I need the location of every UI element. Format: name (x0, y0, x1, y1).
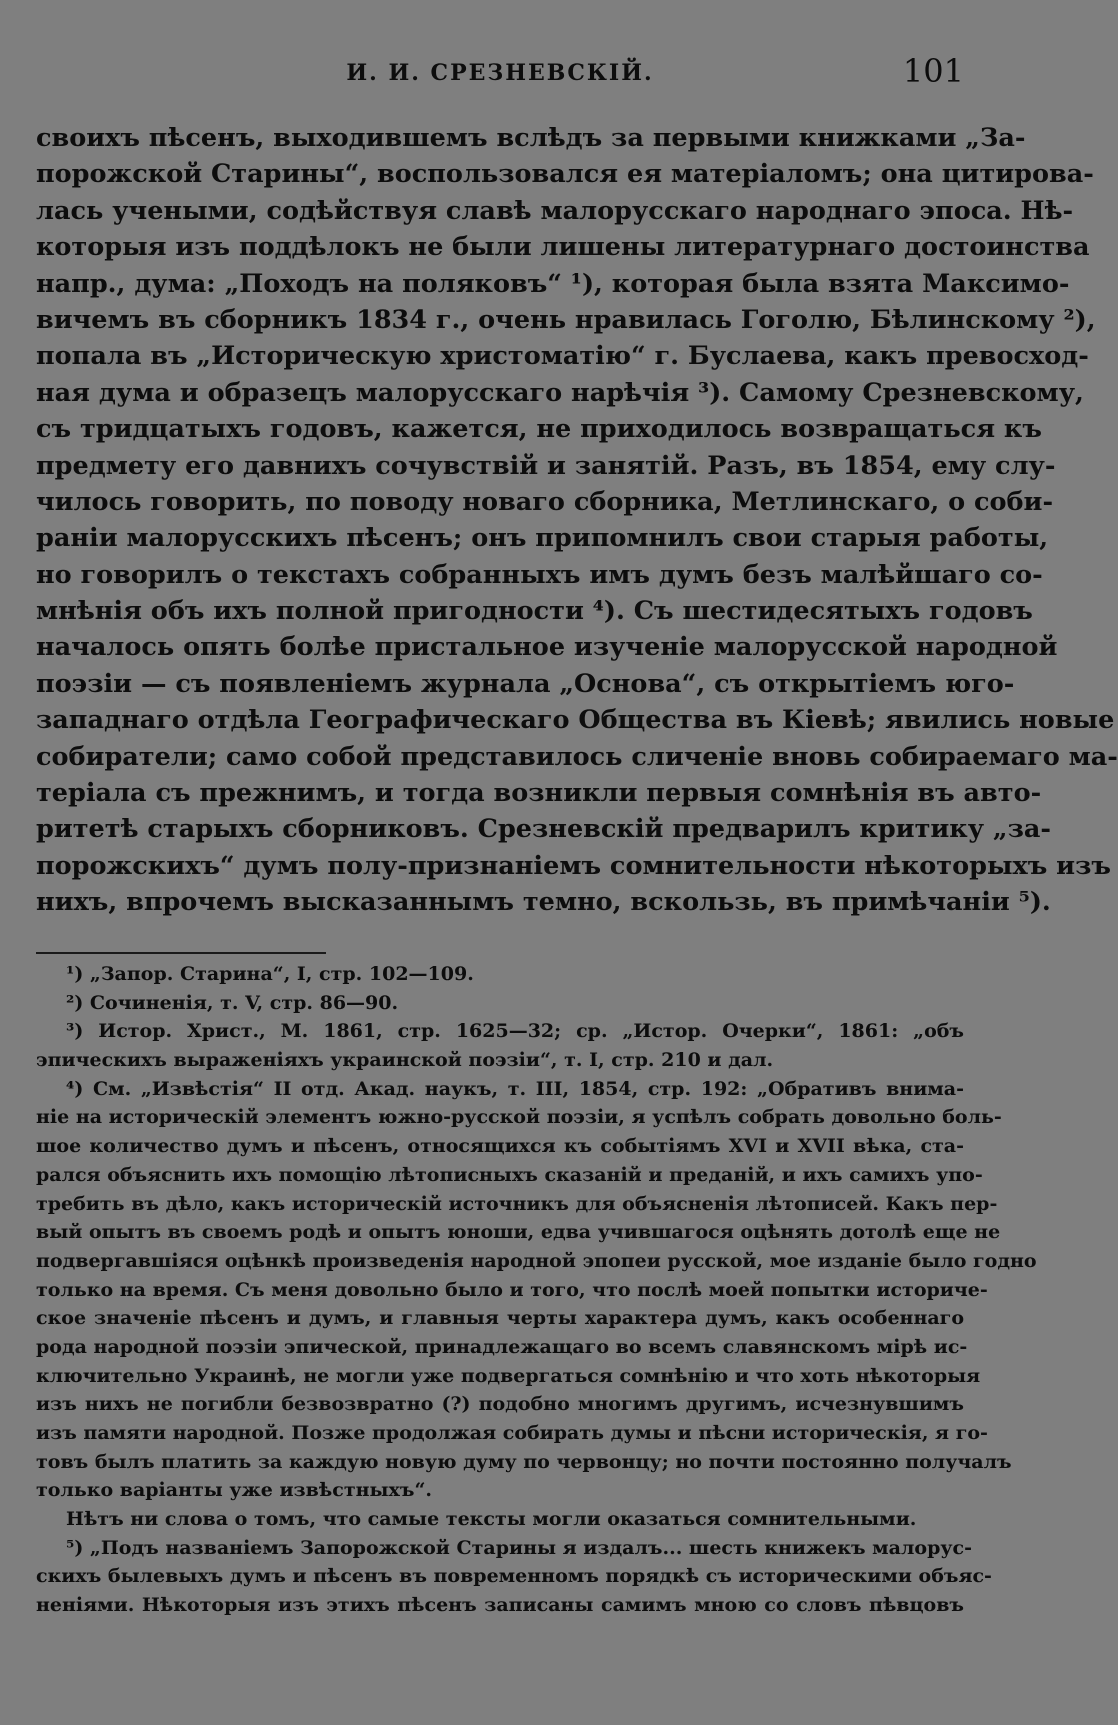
page-number: 101 (902, 52, 964, 90)
footnote-line: шое количество думъ и пѣсенъ, относящихся къ событіямъ XVI и XVII вѣка, ста- (36, 1135, 964, 1158)
footnote-line: вый опытъ въ своемъ родѣ и опытъ юноши, едва учившагося оцѣнять дотолѣ еще не (36, 1221, 1001, 1244)
text-line: ная дума и образецъ малорусскаго нарѣчія ³). Самому Срезневскому, (36, 377, 1084, 408)
footnote-line: Нѣтъ ни слова о томъ, что самые тексты могли оказаться сомнительными. (66, 1508, 917, 1531)
text-line: лась учеными, содѣйствуя славѣ малорусскаго народнаго эпоса. Нѣ- (36, 195, 1074, 226)
main-text (36, 120, 1118, 921)
text-line: вичемъ въ сборникъ 1834 г., очень нравилась Гоголю, Бѣлинскому ²), (36, 304, 1096, 335)
text-line: ритетѣ старыхъ сборниковъ. Срезневскій предварилъ критику „за- (36, 814, 1051, 845)
text-line: мнѣнія объ ихъ полной пригодности ⁴). Съ шестидесятыхъ годовъ (36, 596, 1033, 627)
text-line: съ тридцатыхъ годовъ, кажется, не приходилось возвращаться къ (36, 414, 1042, 445)
text-line: чилось говорить, по поводу новаго сборника, Метлинскаго, о соби- (36, 486, 1054, 517)
text-line: собиратели; само собой представилось сличеніе вновь собираемаго ма- (36, 741, 1118, 772)
text-line: попала въ „Историческую христоматію“ г. Буслаева, какъ превосход- (36, 341, 1089, 372)
text-line: теріала съ прежнимъ, и тогда возникли первыя сомнѣнія въ авто- (36, 778, 1042, 809)
footnote-line: рался объяснить ихъ помощію лѣтописныхъ сказаній и преданій, и ихъ самихъ упо- (36, 1163, 983, 1186)
footnote-line: изъ нихъ не погибли безвозвратно (?) подобно многимъ другимъ, исчезнувшимъ (36, 1393, 964, 1416)
footnote-line: ¹) „Запор. Старина“, I, стр. 102—109. (66, 963, 474, 985)
footnote-line: ⁵) „Подъ названіемъ Запорожской Старины я издалъ... шесть книжекъ малорус- (66, 1536, 972, 1559)
footnote-line: только варіанты уже извѣстныхъ“. (36, 1479, 432, 1502)
page-header (36, 52, 964, 92)
footnote-line: подвергавшіяся оцѣнкѣ произведенія народной эпопеи русской, мое изданіе было годно (36, 1249, 1037, 1272)
footnote-line: ключительно Украинѣ, не могли уже подвергаться сомнѣнію и что хоть нѣкоторыя (36, 1364, 981, 1387)
text-line: предмету его давнихъ сочувствій и занятій. Разъ, въ 1854, ему слу- (36, 450, 1056, 481)
footnote-line: ніе на историческій элементъ южно-русской поэзіи, я успѣлъ собрать довольно боль- (36, 1106, 1002, 1129)
footnote-line: эпическихъ выраженіяхъ украинской поэзіи“, т. I, стр. 210 и дал. (36, 1049, 774, 1072)
text-line: порожской Старины“, воспользовался ея матеріаломъ; она цитирова- (36, 159, 1094, 190)
footnote-line: ⁴) См. „Извѣстія“ II отд. Акад. наукъ, т. III, 1854, стр. 192: „Обративъ внима- (66, 1077, 964, 1100)
text-line: поэзіи — съ появленіемъ журнала „Основа“, съ открытіемъ юго- (36, 668, 1015, 699)
footnote-line: только на время. Съ меня довольно было и того, что послѣ моей попытки историче- (36, 1278, 988, 1301)
footnote-line: неніями. Нѣкоторыя изъ этихъ пѣсенъ записаны самимъ мною со словъ пѣвцовъ (36, 1594, 964, 1617)
footnote-line: ²) Сочиненія, т. V, стр. 86—90. (66, 991, 399, 1014)
footnote-line: рода народной поэзіи эпической, принадлежащаго во всемъ славянскомъ мірѣ ис- (36, 1335, 968, 1358)
text-line: нихъ, впрочемъ высказаннымъ темно, вскользь, въ примѣчаніи ⁵). (36, 887, 1051, 918)
footnote-divider (36, 952, 326, 954)
text-line: раніи малорусскихъ пѣсенъ; онъ припомнилъ свои старыя работы, (36, 523, 1049, 554)
footnote-line: ³) Истор. Христ., М. 1861, стр. 1625—32; ср. „Истор. Очерки“, 1861: „объ (66, 1020, 964, 1043)
text-line: началось опять болѣе пристальное изученіе малорусской народной (36, 632, 1058, 663)
text-line: напр., дума: „Походъ на поляковъ“ ¹), которая была взята Максимо- (36, 268, 1070, 299)
footnote-line: ское значеніе пѣсенъ и думъ, и главныя черты характера думъ, какъ особеннаго (36, 1307, 964, 1330)
footnotes (36, 960, 1037, 1620)
text-line: западнаго отдѣла Географическаго Общества въ Кіевѣ; явились новые (36, 705, 1115, 736)
text-line: которыя изъ поддѣлокъ не были лишены литературнаго достоинства (36, 232, 1090, 263)
footnote-line: требить въ дѣло, какъ историческій источникъ для объясненія лѣтописей. Какъ пер- (36, 1192, 998, 1215)
text-line: но говорилъ о текстахъ собранныхъ имъ думъ безъ малѣйшаго со- (36, 559, 1043, 590)
footnote-line: скихъ былевыхъ думъ и пѣсенъ въ повременномъ порядкѣ съ историческими объяс- (36, 1565, 992, 1588)
text-line: своихъ пѣсенъ, выходившемъ вслѣдъ за первыми книжками „За- (36, 123, 1026, 153)
text-line: порожскихъ“ думъ полу-признаніемъ сомнительности нѣкоторыхъ изъ (36, 850, 1111, 881)
running-head: И. И. СРЕЗНЕВСКІЙ. (346, 60, 654, 86)
footnote-line: товъ былъ платить за каждую новую думу по червонцу; но почти постоянно получалъ (36, 1450, 1012, 1473)
footnote-line: изъ памяти народной. Позже продолжая собирать думы и пѣсни историческія, я го- (36, 1422, 988, 1444)
